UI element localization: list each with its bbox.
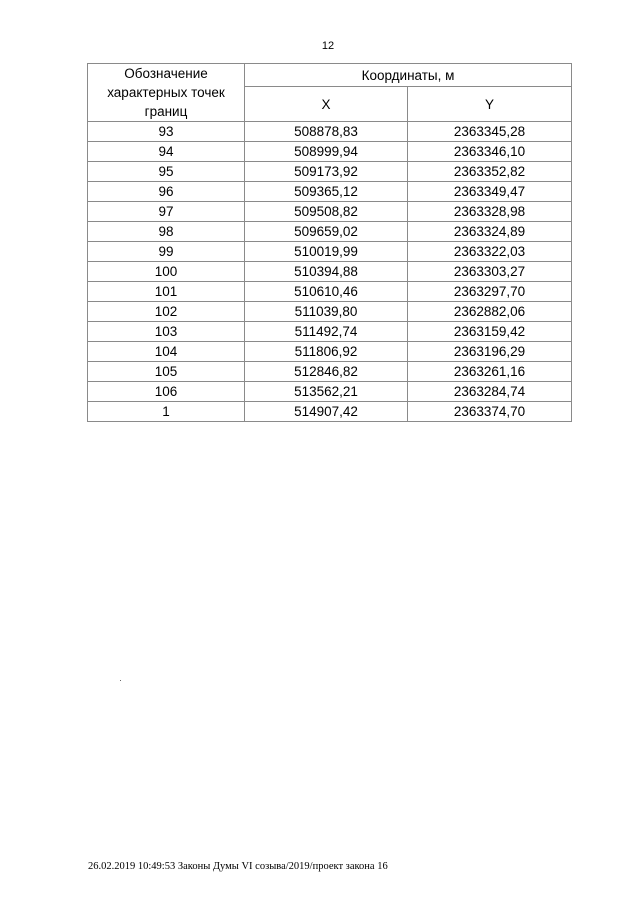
- x-coordinate-cell: 510019,99: [245, 242, 408, 262]
- point-cell: 97: [88, 202, 245, 222]
- table-row: [88, 282, 572, 302]
- table-row: [88, 162, 572, 182]
- y-coordinate-cell: 2362882,06: [408, 302, 572, 322]
- y-coordinate-cell: 2363352,82: [408, 162, 572, 182]
- header-y: Y: [408, 87, 572, 122]
- y-coordinate-cell: 2363328,98: [408, 202, 572, 222]
- x-coordinate-cell: 508878,83: [245, 122, 408, 142]
- x-coordinate-cell: 509659,02: [245, 222, 408, 242]
- table-row: [88, 382, 572, 402]
- table-row: [88, 322, 572, 342]
- x-coordinate-cell: 510394,88: [245, 262, 408, 282]
- coordinates-table: [87, 63, 572, 422]
- table-row: [88, 242, 572, 262]
- table-row: [88, 142, 572, 162]
- y-coordinate-cell: 2363303,27: [408, 262, 572, 282]
- table-row: [88, 182, 572, 202]
- x-coordinate-cell: 510610,46: [245, 282, 408, 302]
- document-footer: 26.02.2019 10:49:53 Законы Думы VI созыва/2019/проект закона 16: [88, 861, 388, 872]
- x-coordinate-cell: 508999,94: [245, 142, 408, 162]
- y-coordinate-cell: 2363196,29: [408, 342, 572, 362]
- header-designation-line3: границ: [144, 104, 188, 119]
- point-cell: 105: [88, 362, 245, 382]
- table-row: [88, 402, 572, 422]
- header-coordinates: Координаты, м: [245, 64, 572, 87]
- point-cell: 98: [88, 222, 245, 242]
- y-coordinate-cell: 2363261,16: [408, 362, 572, 382]
- table-row: [88, 302, 572, 322]
- header-point-designation: [88, 64, 245, 122]
- header-designation-line1: Обозначение: [124, 66, 208, 81]
- point-cell: 95: [88, 162, 245, 182]
- point-cell: 102: [88, 302, 245, 322]
- y-coordinate-cell: 2363322,03: [408, 242, 572, 262]
- table-body: [88, 122, 572, 422]
- y-coordinate-cell: 2363324,89: [408, 222, 572, 242]
- y-coordinate-cell: 2363159,42: [408, 322, 572, 342]
- point-cell: 104: [88, 342, 245, 362]
- point-cell: 94: [88, 142, 245, 162]
- table-row: [88, 202, 572, 222]
- y-coordinate-cell: 2363284,74: [408, 382, 572, 402]
- point-cell: 103: [88, 322, 245, 342]
- table-row: [88, 362, 572, 382]
- table-header: [88, 64, 572, 122]
- point-cell: 99: [88, 242, 245, 262]
- x-coordinate-cell: 512846,82: [245, 362, 408, 382]
- point-cell: 100: [88, 262, 245, 282]
- x-coordinate-cell: 511806,92: [245, 342, 408, 362]
- y-coordinate-cell: 2363345,28: [408, 122, 572, 142]
- y-coordinate-cell: 2363349,47: [408, 182, 572, 202]
- table-row: [88, 262, 572, 282]
- header-x: X: [245, 87, 408, 122]
- table-row: [88, 342, 572, 362]
- x-coordinate-cell: 511039,80: [245, 302, 408, 322]
- x-coordinate-cell: 511492,74: [245, 322, 408, 342]
- point-cell: 101: [88, 282, 245, 302]
- header-designation-line2: характерных точек: [107, 85, 225, 100]
- table-row: [88, 222, 572, 242]
- point-cell: 96: [88, 182, 245, 202]
- x-coordinate-cell: 513562,21: [245, 382, 408, 402]
- y-coordinate-cell: 2363374,70: [408, 402, 572, 422]
- page-number: 12: [321, 40, 335, 52]
- x-coordinate-cell: 509173,92: [245, 162, 408, 182]
- x-coordinate-cell: 514907,42: [245, 402, 408, 422]
- y-coordinate-cell: 2363297,70: [408, 282, 572, 302]
- point-cell: 1: [88, 402, 245, 422]
- x-coordinate-cell: 509508,82: [245, 202, 408, 222]
- point-cell: 106: [88, 382, 245, 402]
- x-coordinate-cell: 509365,12: [245, 182, 408, 202]
- scan-speck: [120, 680, 121, 681]
- y-coordinate-cell: 2363346,10: [408, 142, 572, 162]
- table-row: [88, 122, 572, 142]
- point-cell: 93: [88, 122, 245, 142]
